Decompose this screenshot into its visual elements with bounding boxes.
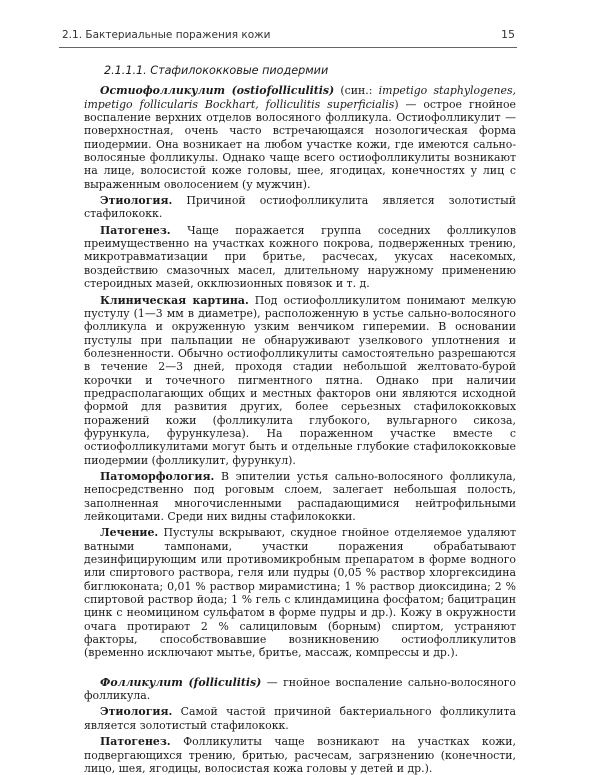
- ostiofolliculitis-clinical-picture: [84, 294, 516, 467]
- folliculitis-pathogenesis-text: Фолликулиты чаще возникают на участках кожи, подвергающихся трению, бритью, расчесам, загрязнению (конечности, лицо, шея, ягодицы, волосистая кожа головы у детей и др.).: [84, 735, 516, 775]
- pathomorphology-text: В эпителии устья сально-волосяного фолликула, непосредственно под роговым слоем, залегает небольшая полость, заполненная многочисленными распадающимися нейтрофильными лейкоцитами. Среди них видны стафилококки.: [84, 469, 516, 523]
- folliculitis-etiology: [84, 705, 516, 732]
- synonym-prefix: (син.:: [334, 84, 379, 98]
- clinic-text: Под остиофолликулитом понимают мелкую пустулу (1—3 мм в диаметре), расположенную в устье сально-волосяного фолликула и окруженную узким венчиком гиперемии. В основании пустулы при пальпации не обнаруживают узелкового уплотнения и болезненности. Обычно остиофолликулиты самостоятельно разрешаются в течение 2—3 дней, проходя стадии небольшой желтовато-бурой корочки и точечного пигментного пятна. Однако при наличии предрасполагающих общих и местных факторов они являются исходной формой для развития других, более серьезных стафилококковых поражений кожи (фолликулита глубокого, вульгарного сикоза, фурункула, фурункулеза). На пораженном участке вместе с остиофолликулитами могут быть и отдельные глубокие стафилококковые пиодермии (фолликулит, фурункул).: [84, 293, 516, 467]
- treatment-text: Пустулы вскрывают, скудное гнойное отделяемое удаляют ватными тампонами, участки поражения обрабатывают дезинфицирующим или противомикробным препаратом в форме водного или спиртового раствора, геля или пудры (0,05 % раствор хлоргексидина биглюконата; 0,01 % раствор мирамистина; 1 % раствор диоксидина; 2 % спиртовой раствор йода; 1 % гель с клиндамицина фосфатом; бацитрацин цинк с неомицином сульфатом в форме пудры и др.). Кожу в окружности очага протирают 2 % салициловым (борным) спиртом, устраняют факторы, способствовавшие возникновению остиофолликулитов (временно исключают мытье, бритье, массаж, компрессы и др.).: [84, 526, 516, 660]
- synonyms-list: impetigo staphylogenes, impetigo follicularis Bockhart, folliculitis superficialis: [84, 84, 517, 111]
- folliculitis-pathogenesis: [84, 735, 516, 775]
- pathogenesis-label: Патогенез.: [100, 223, 171, 237]
- pathogenesis-text: Чаще поражается группа соседних фолликулов преимущественно на участках кожного покрова, подверженных трению, микротравматизации при бритье, расчесах, укусах насекомых, воздействию смазочных масел, длительному наружному применению стероидных мазей, окклюзионных повязок и т. д.: [84, 223, 516, 291]
- definition-text: ) — острое гнойное воспаление верхних отделов волосяного фолликула. Остиофолликулит — поверхностная, очень часто встречающаяся нозологическая форма пиодермии. Она возникает на любом участке кожи, где имеются сально-волосяные фолликулы. Однако чаще всего остиофолликулиты возникают на лице, волосистой коже головы, шее, ягодицах, конечностях у лиц с выраженным оволосением (у мужчин).: [84, 97, 516, 191]
- term-folliculitis: Фолликулит (folliculitis): [100, 675, 262, 689]
- ostiofolliculitis-pathogenesis: [84, 224, 516, 291]
- etiology-text: Причиной остиофолликулита является золотистый стафилококк.: [84, 194, 516, 221]
- folliculitis-pathogenesis-label: Патогенез.: [100, 735, 171, 749]
- clinic-label: Клиническая картина.: [100, 293, 249, 307]
- page-number: 15: [501, 28, 515, 41]
- ostiofolliculitis-pathomorphology: [84, 470, 516, 523]
- pathomorphology-label: Патоморфология.: [100, 469, 215, 483]
- ostiofolliculitis-etiology: [84, 194, 516, 221]
- ostiofolliculitis-definition: [84, 84, 516, 191]
- folliculitis-definition: [84, 676, 516, 703]
- folliculitis-etiology-text: Самой частой причиной бактериального фолликулита является золотистый стафилококк.: [84, 705, 516, 732]
- treatment-label: Лечение.: [100, 526, 159, 540]
- folliculitis-definition-text: — гнойное воспаление сально-волосяного фолликула.: [84, 675, 516, 703]
- term-ostiofolliculitis: Остиофолликулит (ostiofolliculitis): [100, 84, 335, 98]
- running-header: [59, 25, 517, 48]
- chapter-title: 2.1. Бактериальные поражения кожи: [62, 29, 271, 41]
- etiology-label: Этиология.: [100, 194, 173, 208]
- page-body: [84, 64, 516, 775]
- ostiofolliculitis-treatment: [84, 526, 516, 659]
- section-title: 2.1.1.1. Стафилококковые пиодермии: [104, 64, 329, 77]
- folliculitis-etiology-label: Этиология.: [100, 705, 173, 719]
